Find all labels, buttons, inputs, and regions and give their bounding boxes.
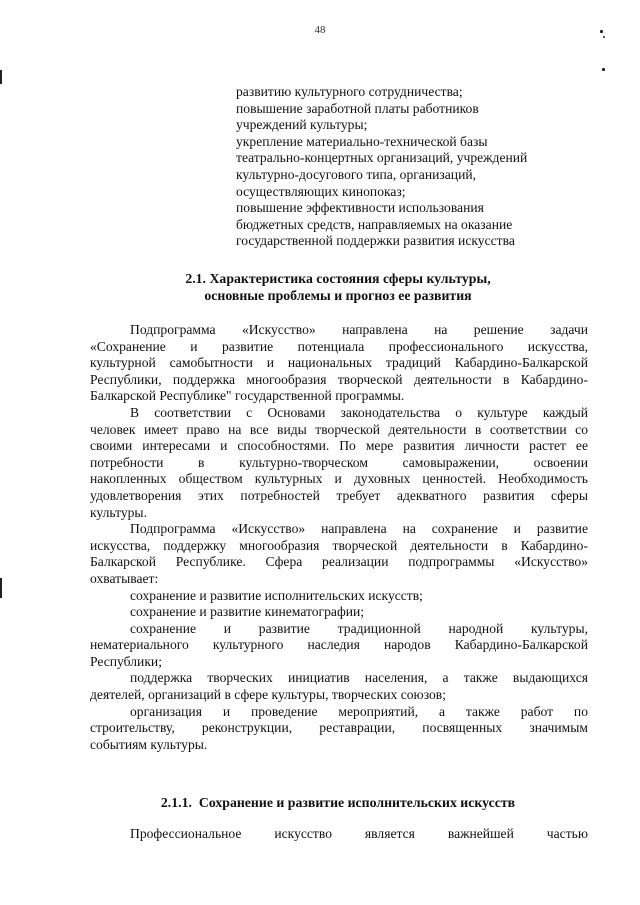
list-line: бюджетных средств, направляемых на оказание bbox=[236, 216, 513, 232]
body-line: охватывает: bbox=[90, 570, 159, 586]
body-line: Балкарской Республике. Сфера реализации подпрограммы «Искусство» bbox=[90, 554, 588, 570]
list-line: государственной поддержки развития искусства bbox=[236, 233, 515, 249]
body-line: удовлетворения этих потребностей требует адекватного развития сферы bbox=[90, 487, 588, 503]
section-heading-line1: 2.1. Характеристика состояния сферы культуры, bbox=[185, 271, 491, 286]
list-line: учреждений культуры; bbox=[236, 117, 368, 133]
body-text bbox=[90, 322, 588, 753]
page-number: 48 bbox=[314, 24, 326, 36]
body-line: Республики, поддержка многообразия творческой деятельности в Кабардино- bbox=[90, 371, 588, 387]
body-line: сохранение и развитие исполнительских искусств; bbox=[130, 587, 423, 603]
list-line: осуществляющих кинопоказ; bbox=[236, 183, 406, 199]
body-line: деятелей, организаций в сфере культуры, творческих союзов; bbox=[90, 687, 446, 703]
body-line: сохранение и развитие традиционной народной культуры, bbox=[130, 620, 588, 636]
body-line: поддержка творческих инициатив населения, а также выдающихся bbox=[130, 670, 588, 686]
subsection-heading bbox=[90, 794, 586, 811]
subsection-title: Сохранение и развитие исполнительских искусств bbox=[198, 795, 516, 810]
body-line: Подпрограмма «Искусство» направлена на сохранение и развитие bbox=[130, 521, 588, 537]
list-line: развитию культурного сотрудничества; bbox=[236, 84, 463, 99]
section-heading-line2: основные проблемы и прогноз ее развития bbox=[204, 288, 472, 303]
section-heading bbox=[90, 270, 586, 304]
body-line: Республики; bbox=[90, 653, 162, 669]
body-line: культуры. bbox=[90, 504, 147, 520]
body-line: Балкарской Республике" государственной программы. bbox=[90, 388, 405, 404]
list-line: повышение эффективности использования bbox=[236, 200, 484, 216]
body-line: сохранение и развитие кинематографии; bbox=[130, 604, 365, 620]
body-line: нематериального культурного наследия народов Кабардино-Балкарской bbox=[90, 637, 588, 653]
continuation-line: Профессиональное искусство является важнейшей частью bbox=[130, 826, 588, 841]
objectives-list bbox=[236, 84, 606, 250]
list-line: театрально-концертных организаций, учреждений bbox=[236, 150, 528, 166]
body-line: организация и проведение мероприятий, а также работ по bbox=[130, 703, 588, 719]
scan-speck bbox=[600, 30, 603, 33]
body-line: культурной самобытности и национальных традиций Кабардино-Балкарской bbox=[90, 355, 588, 371]
list-line: укрепление материально-технической базы bbox=[236, 133, 488, 149]
list-line: повышение заработной платы работников bbox=[236, 100, 479, 116]
scan-margin-mark bbox=[0, 578, 2, 598]
scan-speck bbox=[602, 68, 605, 71]
body-line: накопленных обществом культурных и духовных ценностей. Необходимость bbox=[90, 471, 588, 487]
subsection-number: 2.1.1. bbox=[160, 795, 192, 810]
scan-speck bbox=[603, 36, 605, 38]
list-line: культурно-досугового типа, организаций, bbox=[236, 166, 477, 182]
scan-margin-mark bbox=[0, 70, 2, 84]
body-line: событиям культуры. bbox=[90, 736, 208, 752]
body-line: человек имеет право на все виды творческой деятельности в соответствии со bbox=[90, 421, 588, 437]
body-line: В соответствии с Основами законодательства о культуре каждый bbox=[130, 404, 588, 420]
body-line: «Сохранение и развитие потенциала профессионального искусства, bbox=[90, 338, 588, 354]
body-line: строительству, реконструкции, реставрации, посвященных значимым bbox=[90, 720, 588, 736]
body-line: искусства, поддержку многообразия творческой деятельности в Кабардино- bbox=[90, 537, 588, 553]
body-line: Подпрограмма «Искусство» направлена на решение задачи bbox=[130, 322, 588, 337]
body-line: своими интересами и способностями. По мере развития личности растет ее bbox=[90, 438, 588, 454]
body-line: потребности в культурно-творческом самовыражении, освоении bbox=[90, 454, 588, 470]
